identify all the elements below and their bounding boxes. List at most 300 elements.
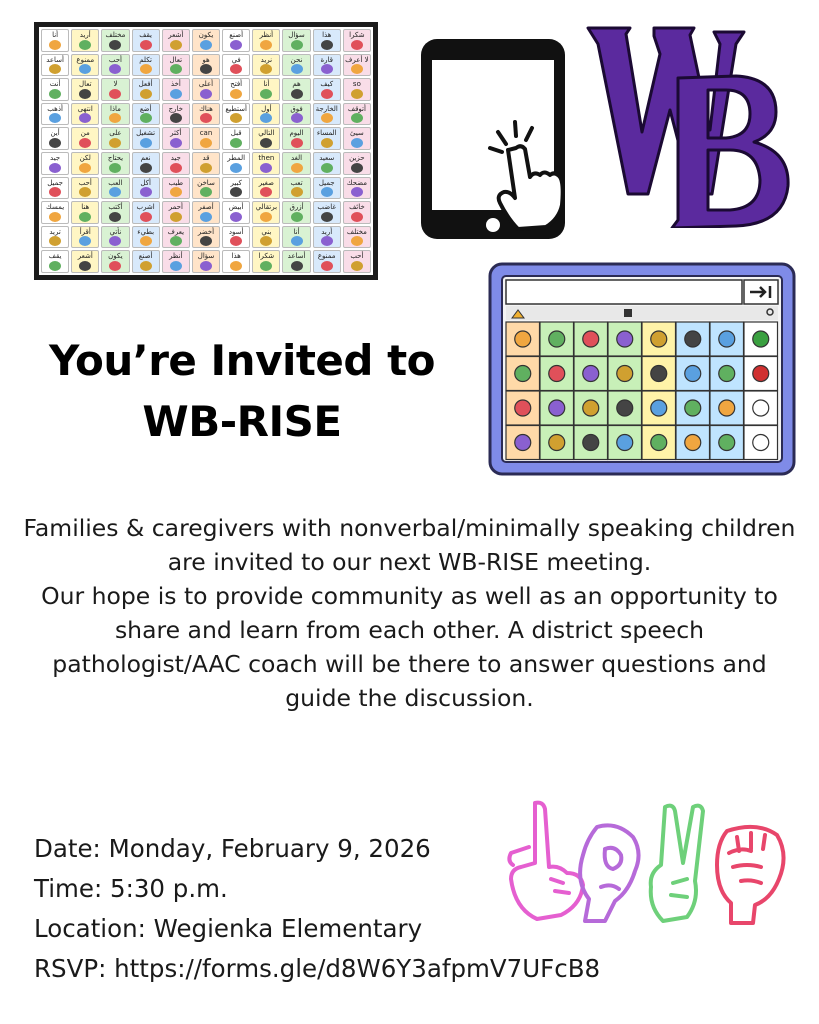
aac-symbol-icon	[109, 187, 121, 197]
aac-key-symbol-icon	[583, 366, 599, 382]
aac-board-cell-label: أزرق	[289, 203, 304, 212]
aac-board-cell	[252, 201, 280, 224]
aac-board-cell	[313, 201, 341, 224]
aac-key-symbol-icon	[651, 331, 667, 347]
aac-board-cell-label: أكتب	[108, 203, 123, 212]
aac-symbol-icon	[170, 138, 182, 148]
aac-key-symbol-icon	[719, 435, 735, 451]
aac-symbol-icon	[260, 113, 272, 123]
aac-board-cell-label: نعم	[140, 154, 151, 162]
aac-board-cell-label: خارج	[168, 104, 183, 113]
aac-key-symbol-icon	[753, 331, 769, 347]
aac-board-cell-label: بني	[261, 227, 272, 236]
event-time: Time: 5:30 p.m.	[34, 874, 228, 903]
aac-symbol-icon	[170, 113, 182, 123]
aac-symbol-icon	[79, 138, 91, 148]
aac-symbol-icon	[321, 40, 333, 50]
aac-symbol-icon	[351, 89, 363, 99]
aac-symbol-icon	[79, 163, 91, 173]
aac-board-cell	[132, 250, 160, 273]
aac-symbol-icon	[109, 113, 121, 123]
aac-board-cell-label: هناك	[199, 104, 213, 113]
aac-symbol-icon	[351, 187, 363, 197]
aac-board-cell-label: انتهى	[77, 104, 93, 113]
aac-symbol-icon	[79, 64, 91, 74]
aac-board-cell-label: أفتح	[230, 80, 243, 89]
aac-board-cell-label: لا	[113, 80, 118, 89]
aac-symbol-icon	[140, 187, 152, 197]
aac-board-cell-label: التالي	[258, 129, 275, 138]
aac-symbol-icon	[140, 64, 152, 74]
aac-board-cell	[313, 250, 341, 273]
aac-board-cell	[162, 201, 190, 224]
aac-board-cell-label: then	[258, 154, 275, 162]
aac-board-cell	[343, 127, 371, 150]
aac-symbol-icon	[230, 40, 242, 50]
aac-board-cell	[192, 250, 220, 273]
aac-board-cell-label: على	[109, 129, 122, 138]
aac-board-cell-label: جيد	[50, 154, 61, 162]
aac-board-cell-label: اليوم	[289, 129, 304, 138]
aac-board-cell-label: تعال	[78, 80, 92, 89]
aac-symbol-icon	[230, 163, 242, 173]
aac-symbol-icon	[260, 187, 272, 197]
aac-board-cell-label: أريد	[321, 227, 333, 236]
aac-key-symbol-icon	[753, 435, 769, 451]
aac-board-cell-label: مضحك	[346, 178, 368, 187]
aac-key-symbol-icon	[719, 331, 735, 347]
aac-symbol-icon	[49, 64, 61, 74]
aac-board-cell-label: جميل	[318, 178, 335, 187]
aac-board-cell-label: سعيد	[319, 154, 335, 162]
aac-board-cell	[71, 152, 99, 175]
aac-symbol-icon	[170, 261, 182, 271]
aac-key-symbol-icon	[549, 366, 565, 382]
event-location: Location: Wegienka Elementary	[34, 914, 423, 943]
aac-key-symbol-icon	[685, 435, 701, 451]
aac-board-cell-label: برتقالي	[255, 203, 278, 212]
aac-symbol-icon	[291, 187, 303, 197]
aac-symbol-icon	[321, 113, 333, 123]
aac-board-cell-label: أضع	[139, 104, 152, 113]
aac-symbol-icon	[260, 40, 272, 50]
aac-board-cell-label: أحب	[78, 178, 92, 187]
aac-symbol-icon	[260, 236, 272, 246]
aac-board-cell	[252, 54, 280, 77]
aac-symbol-icon	[321, 236, 333, 246]
aac-board-cell-label: ممنوع	[76, 55, 95, 64]
aac-board-cell-label: سؤال	[197, 252, 215, 261]
aac-board-cell	[71, 201, 99, 224]
aac-symbol-icon	[200, 187, 212, 197]
aac-board-cell	[41, 177, 69, 200]
aac-key-symbol-icon	[515, 366, 531, 382]
aac-board-cell-label: تعال	[169, 55, 183, 64]
aac-board-cell	[132, 201, 160, 224]
aac-symbol-icon	[140, 236, 152, 246]
heading-line-1: You’re Invited to	[48, 336, 436, 385]
aac-board-cell-label: لكن	[79, 154, 91, 162]
aac-key-symbol-icon	[549, 331, 565, 347]
aac-board-cell	[343, 152, 371, 175]
aac-symbol-icon	[200, 261, 212, 271]
aac-board-cell	[192, 54, 220, 77]
aac-board-cell	[343, 250, 371, 273]
aac-board-cell	[252, 177, 280, 200]
aac-key-symbol-icon	[515, 331, 531, 347]
aac-board-cell	[41, 78, 69, 101]
aac-symbol-icon	[109, 212, 121, 222]
aac-board-cell-label: كبير	[230, 178, 242, 187]
aac-board-cell	[192, 127, 220, 150]
aac-board-cell-label: قد	[202, 154, 210, 162]
aac-board-cell-label: يحتاج	[107, 154, 124, 162]
aac-board-cell	[132, 152, 160, 175]
aac-board-cell-label: قارة	[320, 55, 333, 64]
aac-board-cell	[132, 226, 160, 249]
aac-board-cell-label: جميل	[47, 178, 63, 187]
aac-board-cell-label: تريد	[49, 227, 61, 236]
aac-board-cell-label: مختلف	[105, 31, 126, 39]
aac-board-cell	[41, 103, 69, 126]
aac-symbol-icon	[140, 113, 152, 123]
aac-symbol-icon	[260, 64, 272, 74]
aac-board-cell	[162, 250, 190, 273]
aac-board-cell	[192, 29, 220, 52]
aac-board-cell	[162, 103, 190, 126]
aac-board-cell-label: لا أعرف	[345, 55, 369, 64]
aac-symbol-icon	[230, 187, 242, 197]
aac-symbol-icon	[291, 236, 303, 246]
aac-board-cell-label: جيد	[170, 154, 181, 162]
aac-board-cell	[252, 103, 280, 126]
aac-board-cell	[101, 127, 129, 150]
aac-board-cell	[313, 152, 341, 175]
aac-board-cell-label: ماذا	[109, 104, 121, 113]
aac-board-cell	[252, 127, 280, 150]
aac-symbol-icon	[49, 261, 61, 271]
aac-symbol-icon	[321, 138, 333, 148]
hand-v-icon	[651, 806, 703, 921]
aac-symbol-icon	[291, 163, 303, 173]
aac-board-cell	[71, 127, 99, 150]
aac-board-cell-label: تعب	[290, 178, 303, 187]
aac-board-cell	[222, 226, 250, 249]
aac-key-symbol-icon	[651, 366, 667, 382]
aac-board-cell-label: تكلم	[139, 55, 153, 64]
aac-board-cell-label: شكرا	[349, 31, 365, 39]
aac-symbol-icon	[200, 113, 212, 123]
aac-symbol-icon	[109, 64, 121, 74]
aac-board-cell	[101, 103, 129, 126]
aac-board-cell	[282, 29, 310, 52]
aac-board-cell-label: سيئ	[349, 129, 364, 138]
aac-board-cell	[71, 177, 99, 200]
aac-board-cell-label: أحب	[350, 252, 364, 261]
aac-board-cell-label: أشعر	[77, 252, 93, 261]
aac-board-cell	[192, 226, 220, 249]
aac-board-cell-label: أخذ	[170, 80, 181, 89]
aac-symbol-icon	[170, 236, 182, 246]
aac-board-cell	[252, 29, 280, 52]
aac-board-cell-label: العب	[108, 178, 123, 187]
aac-board-cell	[282, 127, 310, 150]
aac-board-cell	[252, 152, 280, 175]
aac-board-cell	[343, 201, 371, 224]
aac-symbol-icon	[260, 261, 272, 271]
aac-symbol-icon	[79, 212, 91, 222]
aac-board-cell-label: أذهب	[47, 104, 63, 113]
aac-board-cell	[343, 78, 371, 101]
aac-board-cell	[313, 78, 341, 101]
aac-board-cell	[162, 177, 190, 200]
aac-key-symbol-icon	[651, 435, 667, 451]
aac-board-cell-label: أنظر	[259, 31, 274, 39]
aac-board-cell	[192, 152, 220, 175]
aac-key-symbol-icon	[753, 366, 769, 382]
aac-board-cell	[343, 29, 371, 52]
aac-board-cell	[222, 177, 250, 200]
aac-symbol-icon	[351, 64, 363, 74]
aac-board-cell	[101, 152, 129, 175]
aac-symbol-icon	[291, 64, 303, 74]
aac-device-icon	[488, 262, 796, 476]
aac-board-cell	[222, 127, 250, 150]
aac-board-cell	[222, 54, 250, 77]
aac-board-cell-label: هذا	[322, 31, 332, 39]
aac-board-cell-label: ممنوع	[317, 252, 336, 261]
aac-board-cell-label: أعلى	[198, 80, 214, 89]
aac-board-cell	[222, 250, 250, 273]
aac-key-symbol-icon	[515, 435, 531, 451]
aac-key-symbol-icon	[685, 366, 701, 382]
aac-board-cell	[162, 78, 190, 101]
aac-board-cell	[71, 54, 99, 77]
aac-symbol-icon	[79, 40, 91, 50]
aac-symbol-icon	[49, 236, 61, 246]
body-paragraph-2: Our hope is to provide community as well as an opportunity to share and learn from each other. A district speech pathologist/AAC coach will be there to answer questions and guide the discussion.	[41, 582, 778, 712]
aac-board-cell	[132, 177, 160, 200]
aac-key-symbol-icon	[685, 400, 701, 416]
aac-symbol-icon	[109, 163, 121, 173]
aac-board-cell	[282, 152, 310, 175]
aac-symbol-icon	[49, 187, 61, 197]
aac-symbol-icon	[230, 89, 242, 99]
aac-board-cell	[282, 54, 310, 77]
aac-symbol-icon	[49, 163, 61, 173]
aac-key-symbol-icon	[583, 435, 599, 451]
aac-board-cell	[71, 226, 99, 249]
aac-board-cell	[192, 103, 220, 126]
aac-symbol-icon	[140, 163, 152, 173]
aac-key-symbol-icon	[617, 331, 633, 347]
aac-board-cell-label: الغد	[290, 154, 303, 162]
aac-key-symbol-icon	[753, 400, 769, 416]
aac-board-cell-label: خائف	[349, 203, 365, 212]
aac-symbol-icon	[170, 40, 182, 50]
aac-board-cell-label: أنت	[49, 80, 61, 89]
aac-board-cell-label: أصنع	[229, 31, 244, 39]
aac-key-symbol-icon	[617, 400, 633, 416]
aac-board-cell-label: أكثر	[170, 129, 182, 138]
aac-board-cell	[71, 103, 99, 126]
aac-symbol-icon	[200, 64, 212, 74]
aac-symbol-icon	[200, 212, 212, 222]
body-paragraph-1: Families & caregivers with nonverbal/minimally speaking children are invited to our next WB-RISE meeting.	[23, 514, 796, 576]
aac-symbol-icon	[321, 64, 333, 74]
aac-symbol-icon	[49, 138, 61, 148]
aac-board-cell	[313, 177, 341, 200]
aac-board-cell-label: أساعد	[46, 55, 64, 64]
aac-board-cell	[41, 152, 69, 175]
aac-board-cell-label: يكون	[108, 252, 123, 261]
event-rsvp: RSVP: https://forms.gle/d8W6Y3afpmV7UFcB8	[34, 954, 601, 983]
aac-symbol-icon	[351, 236, 363, 246]
aac-board-cell-label: قبل	[230, 129, 242, 138]
aac-key-symbol-icon	[549, 435, 565, 451]
aac-symbol-icon	[49, 40, 61, 50]
aac-symbol-icon	[140, 40, 152, 50]
aac-symbol-icon	[140, 138, 152, 148]
aac-board-cell	[41, 250, 69, 273]
aac-key-symbol-icon	[651, 400, 667, 416]
aac-symbol-icon	[230, 236, 242, 246]
aac-key-symbol-icon	[617, 435, 633, 451]
aac-board-cell-label: فوق	[290, 104, 303, 113]
aac-key-symbol-icon	[719, 366, 735, 382]
aac-board-cell-label: الخارجة	[315, 104, 338, 113]
aac-board-cell	[101, 201, 129, 224]
aac-board-cell-label: حزين	[349, 154, 365, 162]
aac-board-cell	[101, 29, 129, 52]
hand-o-icon	[580, 825, 638, 921]
aac-board-cell-label: مختلف	[346, 227, 367, 236]
aac-board-cell-label: يقف	[139, 31, 152, 39]
aac-board-cell-label: نحن	[290, 55, 303, 64]
aac-board-cell-label: أريد	[79, 31, 91, 39]
aac-symbol-icon	[260, 89, 272, 99]
aac-board-grid	[39, 27, 373, 275]
aac-board-cell	[162, 127, 190, 150]
aac-board-cell-label: أحمر	[168, 203, 183, 212]
aac-symbol-icon	[200, 236, 212, 246]
aac-symbol-icon	[109, 261, 121, 271]
aac-symbol-icon	[291, 40, 303, 50]
aac-board-cell	[252, 78, 280, 101]
aac-symbol-icon	[291, 89, 303, 99]
aac-board-cell-label: أين	[50, 129, 60, 138]
aac-symbol-icon	[351, 138, 363, 148]
aac-board-cell-label: أفعل	[138, 80, 153, 89]
aac-symbol-icon	[109, 236, 121, 246]
aac-board-cell-label: أصنع	[138, 252, 153, 261]
aac-symbol-icon	[170, 89, 182, 99]
aac-symbol-icon	[291, 261, 303, 271]
aac-board-cell-label: أستطيع	[225, 104, 247, 113]
aac-board-cell	[282, 250, 310, 273]
aac-symbol-icon	[140, 89, 152, 99]
aac-symbol-icon	[230, 261, 242, 271]
aac-symbol-icon	[351, 163, 363, 173]
aac-symbol-icon	[79, 113, 91, 123]
aac-board-cell-label: المطر	[227, 154, 246, 162]
aac-symbol-icon	[79, 261, 91, 271]
aac-board-cell-label: ساخن	[197, 178, 215, 187]
aac-board-cell	[101, 54, 129, 77]
aac-board-cell-label: أسود	[228, 227, 244, 236]
aac-board-cell-label: أتوقف	[347, 104, 366, 113]
aac-board-cell	[282, 177, 310, 200]
aac-symbol-icon	[291, 138, 303, 148]
aac-board-cell	[41, 127, 69, 150]
aac-symbol-icon	[291, 212, 303, 222]
aac-symbol-icon	[291, 113, 303, 123]
aac-symbol-icon	[321, 89, 333, 99]
aac-board-cell	[162, 226, 190, 249]
aac-board-cell	[132, 103, 160, 126]
aac-board-cell-label: المساء	[316, 129, 337, 138]
aac-board-cell	[71, 29, 99, 52]
aac-symbol-icon	[351, 261, 363, 271]
aac-board-cell-label: بطيء	[137, 227, 155, 236]
aac-symbol-icon	[200, 89, 212, 99]
aac-board-cell	[222, 152, 250, 175]
aac-symbol-icon	[170, 212, 182, 222]
aac-board-cell	[313, 29, 341, 52]
aac-symbol-icon	[351, 212, 363, 222]
aac-symbol-icon	[79, 89, 91, 99]
aac-symbol-icon	[260, 212, 272, 222]
aac-board-cell-label: شكرا	[258, 252, 275, 261]
heading-line-2: WB-RISE	[142, 397, 342, 446]
aac-key-symbol-icon	[617, 366, 633, 382]
aac-board-cell	[101, 250, 129, 273]
aac-symbol-icon	[321, 187, 333, 197]
aac-symbol-icon	[170, 163, 182, 173]
aac-board-cell-label: يقف	[48, 252, 62, 261]
invitation-body	[20, 511, 799, 715]
aac-board-cell	[282, 78, 310, 101]
aac-board-cell	[192, 78, 220, 101]
aac-board-cell-label: طيب	[168, 178, 184, 187]
aac-board-cell	[343, 103, 371, 126]
aac-board-cell	[282, 201, 310, 224]
aac-board-cell-label: أحب	[108, 55, 123, 64]
aac-board-cell	[132, 127, 160, 150]
aac-board-cell	[132, 54, 160, 77]
aac-symbol-icon	[321, 212, 333, 222]
aac-board-cell-label: can	[199, 129, 213, 138]
aac-board-cell-label: يكون	[198, 31, 214, 39]
aac-board-cell	[222, 29, 250, 52]
aac-key-symbol-icon	[583, 331, 599, 347]
aac-board-cell	[162, 29, 190, 52]
aac-key-symbol-icon	[685, 331, 701, 347]
aac-board-cell-label: أساعد	[287, 252, 306, 261]
aac-symbol-icon	[351, 113, 363, 123]
aac-board-cell	[71, 250, 99, 273]
aac-board-cell-label: أبيض	[228, 203, 244, 212]
aac-symbol-icon	[170, 187, 182, 197]
tablet-tap-icon	[418, 36, 568, 242]
aac-board-cell	[313, 226, 341, 249]
wb-logo	[582, 18, 797, 228]
aac-board-cell	[162, 54, 190, 77]
aac-board-cell-label: يمسك	[46, 203, 65, 212]
event-date: Date: Monday, February 9, 2026	[34, 834, 431, 863]
aac-board-cell-label: نأتي	[109, 227, 122, 236]
aac-board-cell-label: أشعر	[168, 31, 184, 39]
